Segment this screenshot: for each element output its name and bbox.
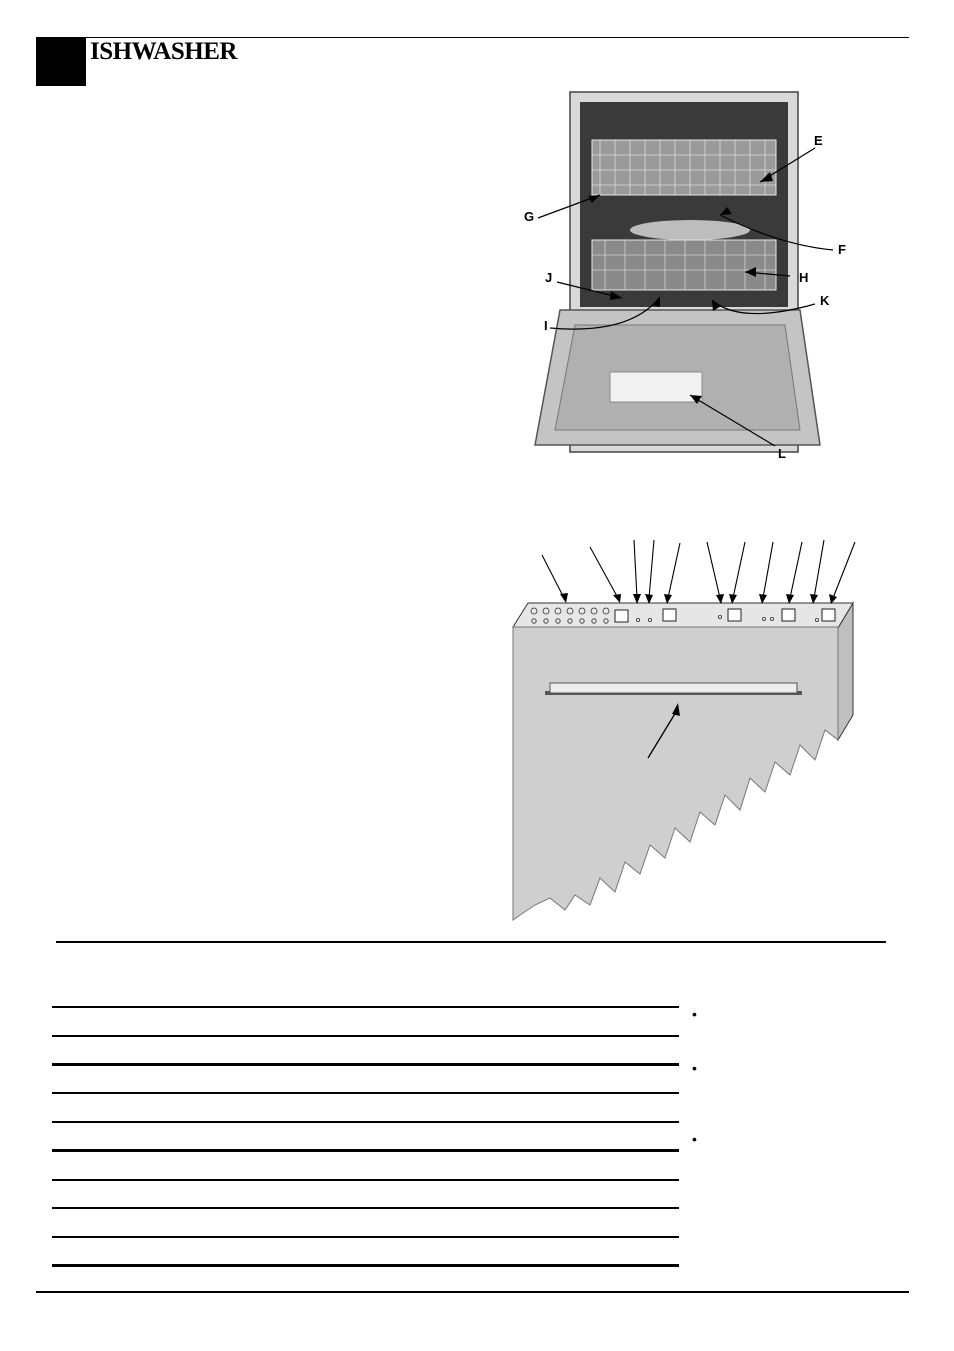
callout-label-f: F (838, 242, 846, 257)
table-rule (52, 1092, 679, 1094)
table-rule (52, 1063, 679, 1066)
control-strip (513, 603, 853, 628)
callout-label-k: K (820, 293, 830, 308)
panel-callout-lines (542, 540, 855, 598)
callout-label-e: E (814, 133, 823, 148)
callout-label-i: I (544, 318, 548, 333)
callout-label-l: L (778, 446, 786, 461)
footer-rule (36, 1291, 909, 1293)
table-rule (52, 1035, 679, 1037)
panel-callout-arrowheads (560, 593, 837, 604)
bullet-1: • (692, 1006, 697, 1022)
table-rule (52, 1006, 679, 1008)
table-rule (52, 1264, 679, 1267)
table-rule (52, 1207, 679, 1209)
table-rule (52, 1236, 679, 1238)
table-rule (52, 1121, 679, 1123)
callout-label-h: H (799, 270, 809, 285)
bullet-3: • (692, 1131, 697, 1147)
page-title: ISHWASHER (90, 38, 237, 65)
door-front (513, 627, 838, 920)
table-rule (52, 1179, 679, 1181)
section-divider (56, 941, 886, 943)
door-handle (550, 683, 797, 693)
bullet-2: • (692, 1060, 697, 1076)
callout-label-j: J (545, 270, 553, 285)
callout-label-g: G (524, 209, 535, 224)
table-rule (52, 1149, 679, 1152)
